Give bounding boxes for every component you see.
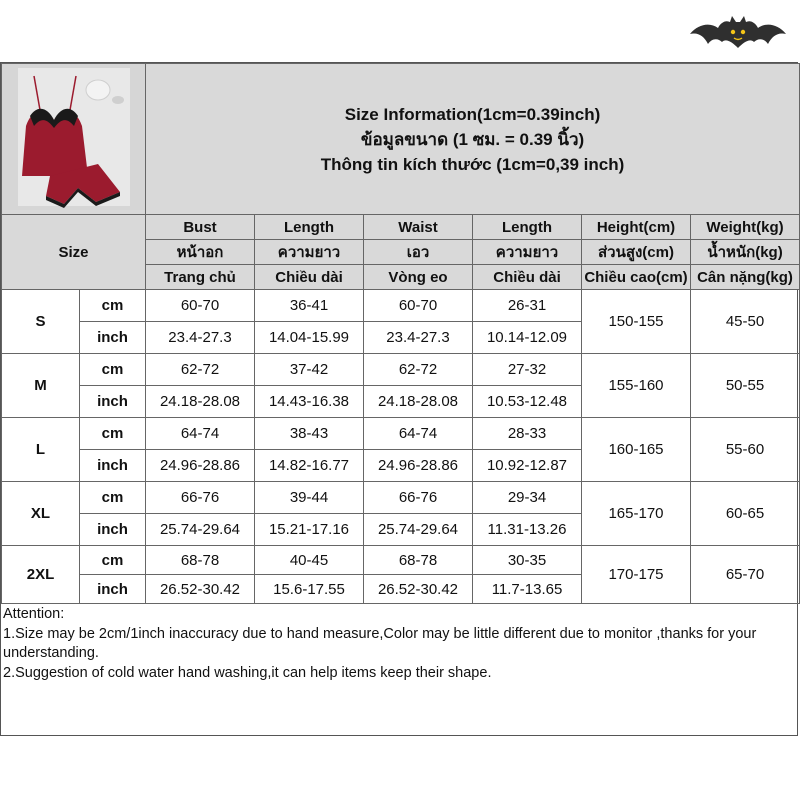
- length2-cm: 26-31: [473, 290, 582, 322]
- header-waist-vi: Vòng eo: [364, 265, 473, 290]
- header-bust-th: หน้าอก: [146, 240, 255, 265]
- waist-cm: 66-76: [364, 482, 473, 514]
- length-inch: 14.04-15.99: [255, 322, 364, 354]
- header-weight-en: Weight(kg): [691, 215, 800, 240]
- length2-cm: 29-34: [473, 482, 582, 514]
- weight-value: 55-60: [691, 418, 800, 482]
- attention-notes: [3, 605, 797, 683]
- unit-cm: cm: [80, 418, 146, 450]
- unit-cm: cm: [80, 482, 146, 514]
- length-cm: 38-43: [255, 418, 364, 450]
- weight-value: 45-50: [691, 290, 800, 354]
- size-info-header: [146, 64, 800, 215]
- table-row: [2, 482, 800, 514]
- header-height-vi: Chiều cao(cm): [582, 265, 691, 290]
- attention-note-1: 1.Size may be 2cm/1inch inaccuracy due to hand measure,Color may be little different due to monitor ,thanks for your understanding.: [3, 625, 757, 661]
- header-length2-vi: Chiều dài: [473, 265, 582, 290]
- header-length-vi: Chiều dài: [255, 265, 364, 290]
- size-info-thai: ข้อมูลขนาด (1 ซม. = 0.39 นิ้ว): [360, 129, 585, 149]
- table-row: [2, 418, 800, 450]
- length-cm: 37-42: [255, 354, 364, 386]
- size-label-2xl: 2XL: [2, 546, 80, 604]
- bat-icon: [688, 12, 788, 56]
- unit-cm: cm: [80, 546, 146, 575]
- header-weight-th: น้ำหนัก(kg): [691, 240, 800, 265]
- length2-cm: 30-35: [473, 546, 582, 575]
- header-length-en: Length: [255, 215, 364, 240]
- attention-note-2: 2.Suggestion of cold water hand washing,it can help items keep their shape.: [3, 664, 492, 681]
- weight-value: 60-65: [691, 482, 800, 546]
- waist-inch: 25.74-29.64: [364, 514, 473, 546]
- header-length2-en: Length: [473, 215, 582, 240]
- size-label-s: S: [2, 290, 80, 354]
- header-length2-th: ความยาว: [473, 240, 582, 265]
- unit-cm: cm: [80, 354, 146, 386]
- unit-inch: inch: [80, 322, 146, 354]
- length2-inch: 11.31-13.26: [473, 514, 582, 546]
- header-bust-vi: Trang chủ: [146, 265, 255, 290]
- header-waist-en: Waist: [364, 215, 473, 240]
- bust-inch: 25.74-29.64: [146, 514, 255, 546]
- bust-inch: 26.52-30.42: [146, 575, 255, 604]
- length2-inch: 10.14-12.09: [473, 322, 582, 354]
- length2-inch: 10.92-12.87: [473, 450, 582, 482]
- waist-inch: 24.18-28.08: [364, 386, 473, 418]
- size-info-vietnamese: Thông tin kích thước (1cm=0,39 inch): [320, 154, 625, 174]
- unit-cm: cm: [80, 290, 146, 322]
- size-chart-sheet: [0, 62, 798, 736]
- waist-inch: 23.4-27.3: [364, 322, 473, 354]
- length-cm: 40-45: [255, 546, 364, 575]
- length-inch: 15.6-17.55: [255, 575, 364, 604]
- size-label-xl: XL: [2, 482, 80, 546]
- size-label-m: M: [2, 354, 80, 418]
- bust-inch: 23.4-27.3: [146, 322, 255, 354]
- header-length-th: ความยาว: [255, 240, 364, 265]
- length-cm: 39-44: [255, 482, 364, 514]
- weight-value: 50-55: [691, 354, 800, 418]
- height-value: 160-165: [582, 418, 691, 482]
- header-waist-th: เอว: [364, 240, 473, 265]
- unit-inch: inch: [80, 386, 146, 418]
- product-image: [2, 64, 146, 210]
- length-inch: 14.43-16.38: [255, 386, 364, 418]
- unit-inch: inch: [80, 575, 146, 604]
- length2-cm: 27-32: [473, 354, 582, 386]
- length2-inch: 11.7-13.65: [473, 575, 582, 604]
- size-info-english: Size Information(1cm=0.39inch): [344, 104, 601, 124]
- height-value: 165-170: [582, 482, 691, 546]
- table-row: [2, 290, 800, 322]
- bust-inch: 24.96-28.86: [146, 450, 255, 482]
- length2-cm: 28-33: [473, 418, 582, 450]
- bust-cm: 66-76: [146, 482, 255, 514]
- size-label-l: L: [2, 418, 80, 482]
- length2-inch: 10.53-12.48: [473, 386, 582, 418]
- size-table: [1, 63, 800, 604]
- waist-cm: 64-74: [364, 418, 473, 450]
- bat-logo: [688, 12, 788, 56]
- bust-inch: 24.18-28.08: [146, 386, 255, 418]
- height-value: 150-155: [582, 290, 691, 354]
- header-weight-vi: Cân nặng(kg): [691, 265, 800, 290]
- unit-inch: inch: [80, 514, 146, 546]
- product-photo: [2, 64, 146, 215]
- table-row: [2, 546, 800, 575]
- waist-cm: 60-70: [364, 290, 473, 322]
- length-inch: 14.82-16.77: [255, 450, 364, 482]
- table-row: [2, 354, 800, 386]
- header-height-en: Height(cm): [582, 215, 691, 240]
- size-column-title: Size: [2, 215, 146, 290]
- length-cm: 36-41: [255, 290, 364, 322]
- bust-cm: 62-72: [146, 354, 255, 386]
- bust-cm: 64-74: [146, 418, 255, 450]
- waist-inch: 24.96-28.86: [364, 450, 473, 482]
- bust-cm: 60-70: [146, 290, 255, 322]
- height-value: 155-160: [582, 354, 691, 418]
- attention-title: Attention:: [3, 606, 65, 622]
- waist-cm: 68-78: [364, 546, 473, 575]
- bust-cm: 68-78: [146, 546, 255, 575]
- unit-inch: inch: [80, 450, 146, 482]
- header-bust-en: Bust: [146, 215, 255, 240]
- weight-value: 65-70: [691, 546, 800, 604]
- waist-cm: 62-72: [364, 354, 473, 386]
- length-inch: 15.21-17.16: [255, 514, 364, 546]
- waist-inch: 26.52-30.42: [364, 575, 473, 604]
- height-value: 170-175: [582, 546, 691, 604]
- header-height-th: ส่วนสูง(cm): [582, 240, 691, 265]
